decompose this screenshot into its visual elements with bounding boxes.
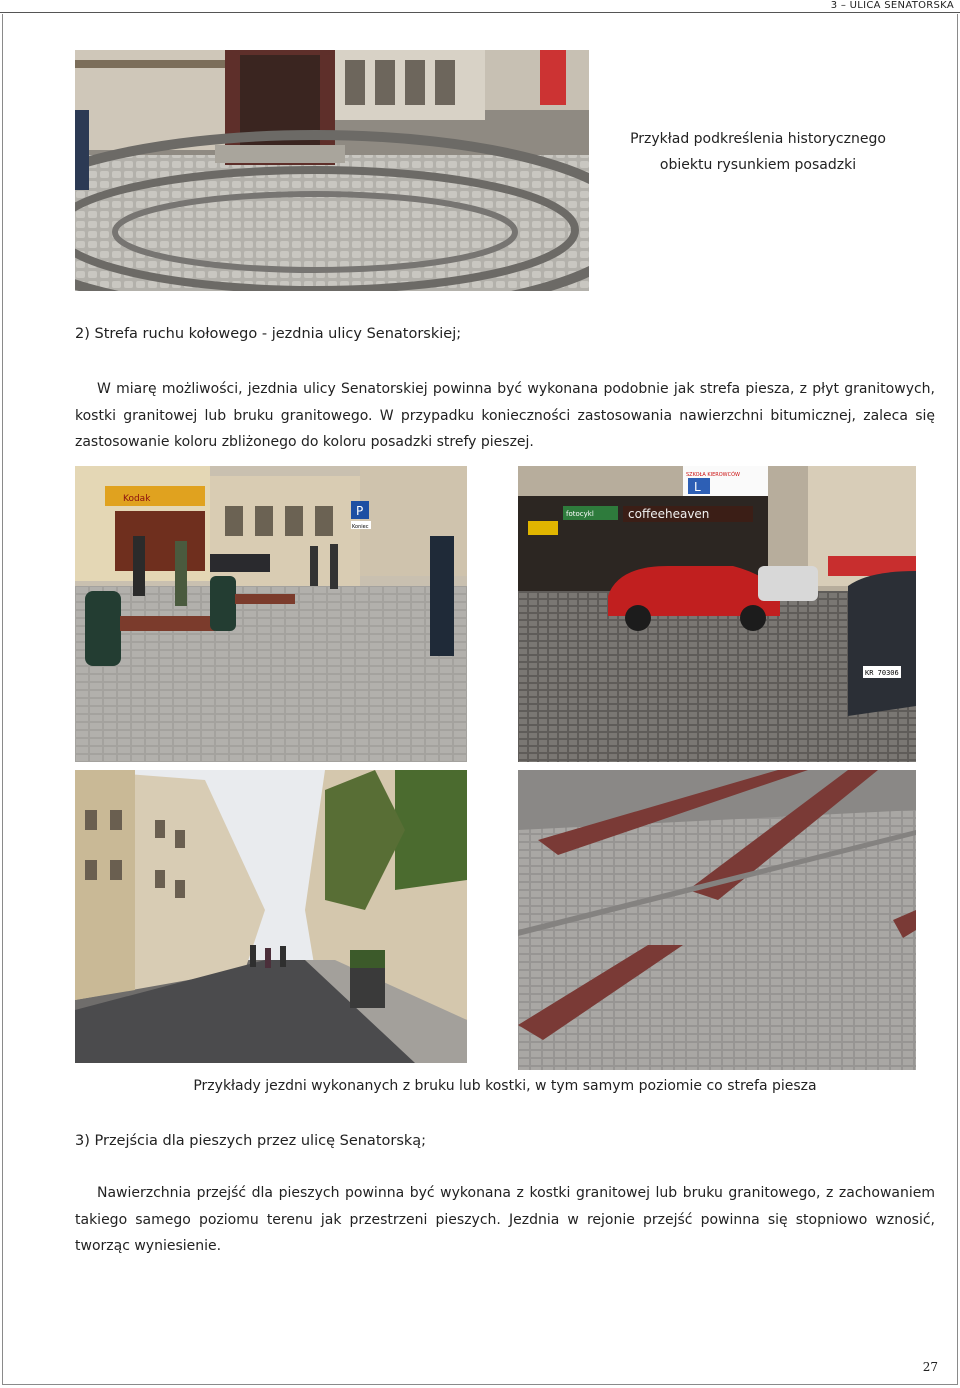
chapter-header: 3 – ULICA SENATORSKA bbox=[830, 0, 954, 11]
section-3-heading: 3) Przejścia dla pieszych przez ulicę Senatorską; bbox=[75, 1133, 427, 1149]
road-examples-caption: Przykłady jezdni wykonanych z bruku lub kostki, w tym samym poziomie co strefa piesza bbox=[193, 1078, 817, 1094]
photo-road-red-car bbox=[518, 466, 916, 762]
fotocykl-sign-text: fotocykl bbox=[566, 510, 594, 518]
section-2-paragraph bbox=[75, 376, 935, 456]
section-3-paragraph-text: Nawierzchnia przejść dla pieszych powinna być wykonana z kostki granitowej lub bruku granitowego, z zachowaniem takiego samego poziomu terenu jak przestrzeni pieszych. Jezdnia w rejonie przejść powinna się stopniowo wznosić, tworząc wyniesienie. bbox=[75, 1185, 935, 1254]
header-rule bbox=[0, 12, 960, 13]
section-3-paragraph bbox=[75, 1180, 935, 1260]
photo-street-benches bbox=[75, 466, 467, 762]
photo-crossing-strips bbox=[518, 770, 916, 1070]
historic-paving-caption-line1: Przykład podkreślenia historycznego bbox=[630, 131, 886, 147]
section-2-paragraph-text: W miarę możliwości, jezdnia ulicy Senatorskiej powinna być wykonana podobnie jak strefa piesza, z płyt granitowych, kostki granitowej lub bruku granitowego. W przypadku konieczności zastosowania nawierzchni bitumicznej, zaleca się zastosowanie koloru zbliżonego do koloru posadzki strefy pieszej. bbox=[75, 381, 935, 450]
parking-sign-text: P bbox=[356, 504, 364, 518]
koniec-sign-text: Koniec bbox=[352, 524, 369, 530]
historic-paving-caption bbox=[600, 126, 916, 178]
l-sign-text: L bbox=[694, 480, 701, 494]
plate-text: KR 70306 bbox=[865, 669, 899, 677]
kodak-sign-text: Kodak bbox=[123, 494, 151, 504]
section-2-heading: 2) Strefa ruchu kołowego - jezdnia ulicy Senatorskiej; bbox=[75, 326, 462, 342]
photo-historic-paving bbox=[75, 50, 589, 291]
page-number: 27 bbox=[922, 1360, 938, 1374]
photo-street-perspective bbox=[75, 770, 467, 1063]
coffeeheaven-sign-text: coffeeheaven bbox=[628, 507, 710, 521]
historic-paving-caption-line2: obiektu rysunkiem posadzki bbox=[659, 157, 857, 173]
szkola-sign-text: SZKOŁA KIEROWCÓW bbox=[686, 472, 740, 478]
